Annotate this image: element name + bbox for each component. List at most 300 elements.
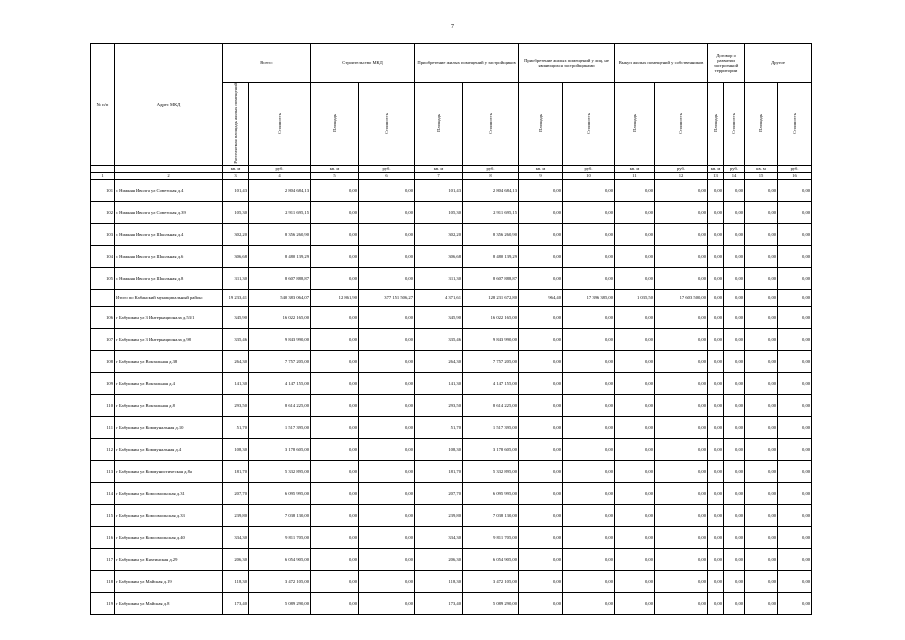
column-index: 13 — [708, 172, 724, 179]
cost-value: 0,00 — [359, 416, 415, 438]
units-cell: кв. м — [615, 165, 655, 172]
resettlement-table — [90, 43, 812, 615]
area-value: 0,00 — [615, 416, 655, 438]
area-value: 108,30 — [223, 438, 249, 460]
cost-value: 8 607 888,87 — [463, 267, 519, 289]
cost-value: 8 480 139,29 — [463, 245, 519, 267]
cost-value: 0,00 — [563, 570, 615, 592]
group-header-construction: Строительство МКД — [311, 44, 415, 83]
column-index: 5 — [311, 172, 359, 179]
cost-value: 0,00 — [563, 482, 615, 504]
subheader-cost: Стоимость — [655, 83, 708, 166]
group-header-purchase-others: Приобретение жилых помещений у лиц, не являющихся застройщиками — [519, 44, 615, 83]
area-value: 0,00 — [745, 245, 778, 267]
area-value: 0,00 — [708, 570, 724, 592]
table-row — [91, 548, 812, 570]
cost-value: 7 757 205,00 — [249, 350, 311, 372]
cost-value: 0,00 — [724, 482, 745, 504]
cost-value: 8 480 139,29 — [249, 245, 311, 267]
area-value: 0,00 — [745, 267, 778, 289]
table-row — [91, 482, 812, 504]
area-value: 0,00 — [311, 372, 359, 394]
area-value: 207,70 — [415, 482, 463, 504]
cost-value: 8 356 260,90 — [249, 223, 311, 245]
cost-value: 540 383 064,07 — [249, 289, 311, 306]
column-index: 12 — [655, 172, 708, 179]
area-value: 141,30 — [415, 372, 463, 394]
area-value: 0,00 — [708, 394, 724, 416]
cost-value: 9 811 705,00 — [249, 526, 311, 548]
cost-value: 7 757 205,00 — [463, 350, 519, 372]
subheader-area: Площадь — [519, 83, 563, 166]
table-row — [91, 267, 812, 289]
area-value: 0,00 — [615, 504, 655, 526]
area-value: 0,00 — [708, 289, 724, 306]
area-value: 0,00 — [519, 350, 563, 372]
area-value: 0,00 — [708, 526, 724, 548]
cost-value: 0,00 — [563, 201, 615, 223]
row-number: 116 — [91, 526, 115, 548]
subheader-area: Площадь — [745, 83, 778, 166]
cost-value: 9 843 990,00 — [463, 328, 519, 350]
cost-value: 3 178 605,00 — [463, 438, 519, 460]
units-cell: руб. — [359, 165, 415, 172]
cost-value: 17 603 500,00 — [655, 289, 708, 306]
cost-value: 0,00 — [359, 526, 415, 548]
cost-value: 0,00 — [563, 245, 615, 267]
area-value: 0,00 — [708, 306, 724, 328]
area-value: 0,00 — [311, 460, 359, 482]
area-value: 0,00 — [519, 179, 563, 201]
area-value: 0,00 — [745, 570, 778, 592]
units-cell: руб. — [463, 165, 519, 172]
cost-value: 0,00 — [359, 179, 415, 201]
column-index: 16 — [778, 172, 812, 179]
table-row — [91, 394, 812, 416]
table-row — [91, 438, 812, 460]
cost-value: 3 472 105,00 — [463, 570, 519, 592]
area-value: 0,00 — [745, 460, 778, 482]
area-value: 0,00 — [708, 245, 724, 267]
area-value: 0,00 — [519, 328, 563, 350]
area-value: 306,68 — [415, 245, 463, 267]
units-cell: кв. м — [519, 165, 563, 172]
column-index-row — [91, 172, 812, 179]
cost-value: 0,00 — [359, 482, 415, 504]
cost-value: 5 332 895,00 — [249, 460, 311, 482]
cost-value: 0,00 — [655, 394, 708, 416]
address-cell: г Бабушкин ул 3 Интернационала д.98 — [115, 328, 223, 350]
area-value: 118,30 — [223, 570, 249, 592]
cost-value: 0,00 — [724, 289, 745, 306]
area-value: 0,00 — [311, 438, 359, 460]
area-value: 293,50 — [415, 394, 463, 416]
area-value: 264,30 — [415, 350, 463, 372]
total-row — [91, 289, 812, 306]
column-index: 9 — [519, 172, 563, 179]
row-number: 101 — [91, 179, 115, 201]
area-value: 0,00 — [615, 438, 655, 460]
cost-value: 0,00 — [655, 570, 708, 592]
area-value: 0,00 — [311, 548, 359, 570]
cost-value: 0,00 — [655, 306, 708, 328]
cost-value: 0,00 — [778, 482, 812, 504]
area-value: 0,00 — [745, 548, 778, 570]
cost-value: 0,00 — [778, 394, 812, 416]
cost-value: 0,00 — [778, 306, 812, 328]
area-value: 0,00 — [615, 592, 655, 614]
subheader-resettled-area: Расселяемая площадь жилых помещений — [223, 83, 249, 166]
area-value: 0,00 — [708, 267, 724, 289]
cost-value: 5 089 290,00 — [463, 592, 519, 614]
table-row — [91, 460, 812, 482]
cost-value: 0,00 — [655, 245, 708, 267]
area-value: 0,00 — [519, 460, 563, 482]
cost-value: 0,00 — [778, 179, 812, 201]
row-number: 117 — [91, 548, 115, 570]
row-number: 118 — [91, 570, 115, 592]
address-cell: г Бабушкин ул Вокзальная д.8 — [115, 394, 223, 416]
column-index: 1 — [91, 172, 115, 179]
area-value: 0,00 — [311, 201, 359, 223]
subheader-area: Площадь — [415, 83, 463, 166]
group-header-total: Всего: — [223, 44, 311, 83]
cost-value: 0,00 — [778, 438, 812, 460]
area-value: 0,00 — [615, 350, 655, 372]
cost-value: 0,00 — [778, 289, 812, 306]
cost-value: 0,00 — [655, 548, 708, 570]
table-row — [91, 328, 812, 350]
column-header-address: Адрес МКД — [115, 44, 223, 166]
units-cell: кв. м — [745, 165, 778, 172]
area-value: 293,50 — [223, 394, 249, 416]
units-cell — [115, 165, 223, 172]
area-value: 0,00 — [311, 592, 359, 614]
row-number: 119 — [91, 592, 115, 614]
area-value: 0,00 — [615, 460, 655, 482]
cost-value: 4 147 155,00 — [463, 372, 519, 394]
cost-value: 0,00 — [655, 592, 708, 614]
area-value: 105,30 — [223, 201, 249, 223]
units-cell: кв. м — [415, 165, 463, 172]
cost-value: 6 054 905,00 — [249, 548, 311, 570]
area-value: 0,00 — [311, 526, 359, 548]
cost-value: 0,00 — [778, 245, 812, 267]
cost-value: 9 811 705,00 — [463, 526, 519, 548]
cost-value: 0,00 — [778, 223, 812, 245]
area-value: 0,00 — [519, 245, 563, 267]
cost-value: 0,00 — [778, 372, 812, 394]
area-value: 141,30 — [223, 372, 249, 394]
cost-value: 0,00 — [655, 350, 708, 372]
cost-value: 6 095 995,00 — [463, 482, 519, 504]
area-value: 0,00 — [615, 179, 655, 201]
column-index: 4 — [249, 172, 311, 179]
cost-value: 2 804 684,13 — [463, 179, 519, 201]
cost-value: 0,00 — [359, 438, 415, 460]
cost-value: 0,00 — [778, 592, 812, 614]
cost-value: 0,00 — [655, 438, 708, 460]
area-value: 101,43 — [415, 179, 463, 201]
table-row — [91, 179, 812, 201]
cost-value: 0,00 — [563, 394, 615, 416]
column-header-number: № п/п — [91, 44, 115, 166]
cost-value: 0,00 — [724, 504, 745, 526]
area-value: 0,00 — [615, 548, 655, 570]
cost-value: 3 472 105,00 — [249, 570, 311, 592]
area-value: 311,30 — [223, 267, 249, 289]
cost-value: 0,00 — [655, 179, 708, 201]
area-value: 51,70 — [223, 416, 249, 438]
cost-value: 0,00 — [359, 592, 415, 614]
subheader-cost: Стоимость — [724, 83, 745, 166]
area-value: 0,00 — [311, 267, 359, 289]
area-value: 0,00 — [519, 416, 563, 438]
row-number: 109 — [91, 372, 115, 394]
cost-value: 0,00 — [778, 350, 812, 372]
address-cell: г Бабушкин ул Коммунистическая д.8а — [115, 460, 223, 482]
cost-value: 0,00 — [563, 504, 615, 526]
table-row — [91, 372, 812, 394]
table-row — [91, 245, 812, 267]
column-index: 3 — [223, 172, 249, 179]
area-value: 0,00 — [615, 306, 655, 328]
area-value: 0,00 — [745, 306, 778, 328]
cost-value: 0,00 — [778, 416, 812, 438]
area-value: 0,00 — [745, 289, 778, 306]
column-index: 14 — [724, 172, 745, 179]
table-row — [91, 306, 812, 328]
cost-value: 0,00 — [724, 526, 745, 548]
area-value: 0,00 — [615, 223, 655, 245]
address-cell: с Нижняя Иволга ул Советская д.39 — [115, 201, 223, 223]
area-value: 0,00 — [745, 179, 778, 201]
group-header-buyout: Выкуп жилых помещений у собственников — [615, 44, 708, 83]
units-cell: кв. м — [311, 165, 359, 172]
area-value: 0,00 — [615, 245, 655, 267]
cost-value: 0,00 — [359, 223, 415, 245]
area-value: 181,70 — [415, 460, 463, 482]
area-value: 181,70 — [223, 460, 249, 482]
area-value: 334,30 — [223, 526, 249, 548]
area-value: 173,40 — [415, 592, 463, 614]
cost-value: 0,00 — [778, 504, 812, 526]
cost-value: 0,00 — [724, 548, 745, 570]
cost-value: 0,00 — [778, 548, 812, 570]
address-cell: с Нижняя Иволга ул Школьная д.4 — [115, 223, 223, 245]
cost-value: 16 022 165,00 — [463, 306, 519, 328]
row-number: 113 — [91, 460, 115, 482]
area-value: 0,00 — [519, 372, 563, 394]
table-row — [91, 416, 812, 438]
cost-value: 0,00 — [359, 306, 415, 328]
area-value: 0,00 — [519, 592, 563, 614]
area-value: 0,00 — [519, 548, 563, 570]
cost-value: 0,00 — [359, 328, 415, 350]
row-number: 106 — [91, 306, 115, 328]
area-value: 4 371,61 — [415, 289, 463, 306]
table-row — [91, 526, 812, 548]
cost-value: 2 911 695,15 — [249, 201, 311, 223]
area-value: 345,90 — [223, 306, 249, 328]
cost-value: 0,00 — [359, 267, 415, 289]
area-value: 0,00 — [311, 223, 359, 245]
cost-value: 0,00 — [563, 350, 615, 372]
area-value: 335,46 — [415, 328, 463, 350]
cost-value: 0,00 — [655, 328, 708, 350]
area-value: 302,20 — [415, 223, 463, 245]
cost-value: 0,00 — [655, 223, 708, 245]
cost-value: 2 804 684,13 — [249, 179, 311, 201]
cost-value: 5 089 290,00 — [249, 592, 311, 614]
cost-value: 0,00 — [724, 372, 745, 394]
cost-value: 4 147 155,00 — [249, 372, 311, 394]
address-cell: с Нижняя Иволга ул Школьная д.8 — [115, 267, 223, 289]
cost-value: 0,00 — [724, 570, 745, 592]
cost-value: 0,00 — [563, 592, 615, 614]
area-value: 335,46 — [223, 328, 249, 350]
area-value: 206,30 — [415, 548, 463, 570]
units-cell: руб. — [778, 165, 812, 172]
cost-value: 0,00 — [563, 372, 615, 394]
cost-value: 0,00 — [724, 267, 745, 289]
group-header-development-contract: Договор о развитии застроенной территории — [708, 44, 745, 83]
cost-value: 6 095 995,00 — [249, 482, 311, 504]
cost-value: 7 038 130,00 — [463, 504, 519, 526]
area-value: 0,00 — [519, 394, 563, 416]
cost-value: 7 038 130,00 — [249, 504, 311, 526]
cost-value: 0,00 — [563, 438, 615, 460]
area-value: 0,00 — [708, 504, 724, 526]
area-value: 0,00 — [745, 223, 778, 245]
area-value: 0,00 — [615, 570, 655, 592]
cost-value: 1 517 395,00 — [249, 416, 311, 438]
column-index: 8 — [463, 172, 519, 179]
units-cell: кв. м — [223, 165, 249, 172]
area-value: 0,00 — [708, 201, 724, 223]
area-value: 0,00 — [745, 482, 778, 504]
area-value: 0,00 — [745, 416, 778, 438]
subheader-area: Площадь — [708, 83, 724, 166]
row-number: 104 — [91, 245, 115, 267]
area-value: 0,00 — [615, 394, 655, 416]
cost-value: 17 396 385,00 — [563, 289, 615, 306]
cost-value: 8 607 888,87 — [249, 267, 311, 289]
cost-value: 0,00 — [724, 306, 745, 328]
cost-value: 0,00 — [724, 350, 745, 372]
cost-value: 0,00 — [724, 179, 745, 201]
page-number: 7 — [451, 24, 454, 30]
cost-value: 0,00 — [359, 460, 415, 482]
cost-value: 0,00 — [655, 482, 708, 504]
area-value: 0,00 — [745, 372, 778, 394]
table-row — [91, 570, 812, 592]
area-value: 0,00 — [615, 372, 655, 394]
area-value: 0,00 — [745, 350, 778, 372]
area-value: 0,00 — [519, 306, 563, 328]
area-value: 0,00 — [311, 179, 359, 201]
cost-value: 6 054 905,00 — [463, 548, 519, 570]
cost-value: 377 151 506,27 — [359, 289, 415, 306]
row-number: 107 — [91, 328, 115, 350]
area-value: 0,00 — [519, 504, 563, 526]
cost-value: 0,00 — [778, 201, 812, 223]
area-value: 0,00 — [311, 350, 359, 372]
cost-value: 0,00 — [563, 526, 615, 548]
total-label: Итого по Кабанский муниципальный район: — [115, 289, 223, 306]
area-value: 101,43 — [223, 179, 249, 201]
area-value: 0,00 — [708, 328, 724, 350]
table-row — [91, 223, 812, 245]
area-value: 302,20 — [223, 223, 249, 245]
subheader-cost: Стоимость — [463, 83, 519, 166]
area-value: 0,00 — [745, 592, 778, 614]
address-cell: г Бабушкин ул Майская д.19 — [115, 570, 223, 592]
cost-value: 0,00 — [724, 438, 745, 460]
address-cell: г Бабушкин ул Коммунальная д.4 — [115, 438, 223, 460]
table-row — [91, 504, 812, 526]
units-cell: руб. — [655, 165, 708, 172]
cost-value: 0,00 — [563, 416, 615, 438]
cost-value: 0,00 — [724, 416, 745, 438]
area-value: 12 861,90 — [311, 289, 359, 306]
subheader-cost: Стоимость — [249, 83, 311, 166]
address-cell: г Бабушкин ул Коммунальная д.10 — [115, 416, 223, 438]
area-value: 0,00 — [311, 482, 359, 504]
cost-value: 8 614 225,00 — [463, 394, 519, 416]
cost-value: 8 356 260,90 — [463, 223, 519, 245]
row-number: 102 — [91, 201, 115, 223]
cost-value: 0,00 — [655, 460, 708, 482]
area-value: 206,30 — [223, 548, 249, 570]
group-header-other: Другое — [745, 44, 812, 83]
area-value: 334,30 — [415, 526, 463, 548]
cost-value: 0,00 — [563, 460, 615, 482]
area-value: 0,00 — [708, 460, 724, 482]
subheader-area: Площадь — [615, 83, 655, 166]
area-value: 173,40 — [223, 592, 249, 614]
cost-value: 16 022 165,00 — [249, 306, 311, 328]
row-number: 112 — [91, 438, 115, 460]
area-value: 0,00 — [745, 504, 778, 526]
area-value: 0,00 — [311, 416, 359, 438]
cost-value: 0,00 — [655, 267, 708, 289]
units-cell: руб. — [724, 165, 745, 172]
cost-value: 0,00 — [563, 306, 615, 328]
cost-value: 0,00 — [724, 592, 745, 614]
cost-value: 0,00 — [778, 267, 812, 289]
subheader-area: Площадь — [311, 83, 359, 166]
table-row — [91, 350, 812, 372]
cost-value: 0,00 — [655, 526, 708, 548]
area-value: 345,90 — [415, 306, 463, 328]
area-value: 0,00 — [615, 328, 655, 350]
area-value: 0,00 — [745, 201, 778, 223]
cost-value: 0,00 — [778, 526, 812, 548]
row-number: 103 — [91, 223, 115, 245]
column-index: 15 — [745, 172, 778, 179]
cost-value: 3 178 605,00 — [249, 438, 311, 460]
cost-value: 0,00 — [563, 548, 615, 570]
area-value: 0,00 — [745, 394, 778, 416]
column-index: 6 — [359, 172, 415, 179]
cost-value: 0,00 — [359, 350, 415, 372]
area-value: 118,30 — [415, 570, 463, 592]
area-value: 964,40 — [519, 289, 563, 306]
area-value: 0,00 — [708, 416, 724, 438]
cost-value: 0,00 — [359, 394, 415, 416]
area-value: 0,00 — [745, 526, 778, 548]
